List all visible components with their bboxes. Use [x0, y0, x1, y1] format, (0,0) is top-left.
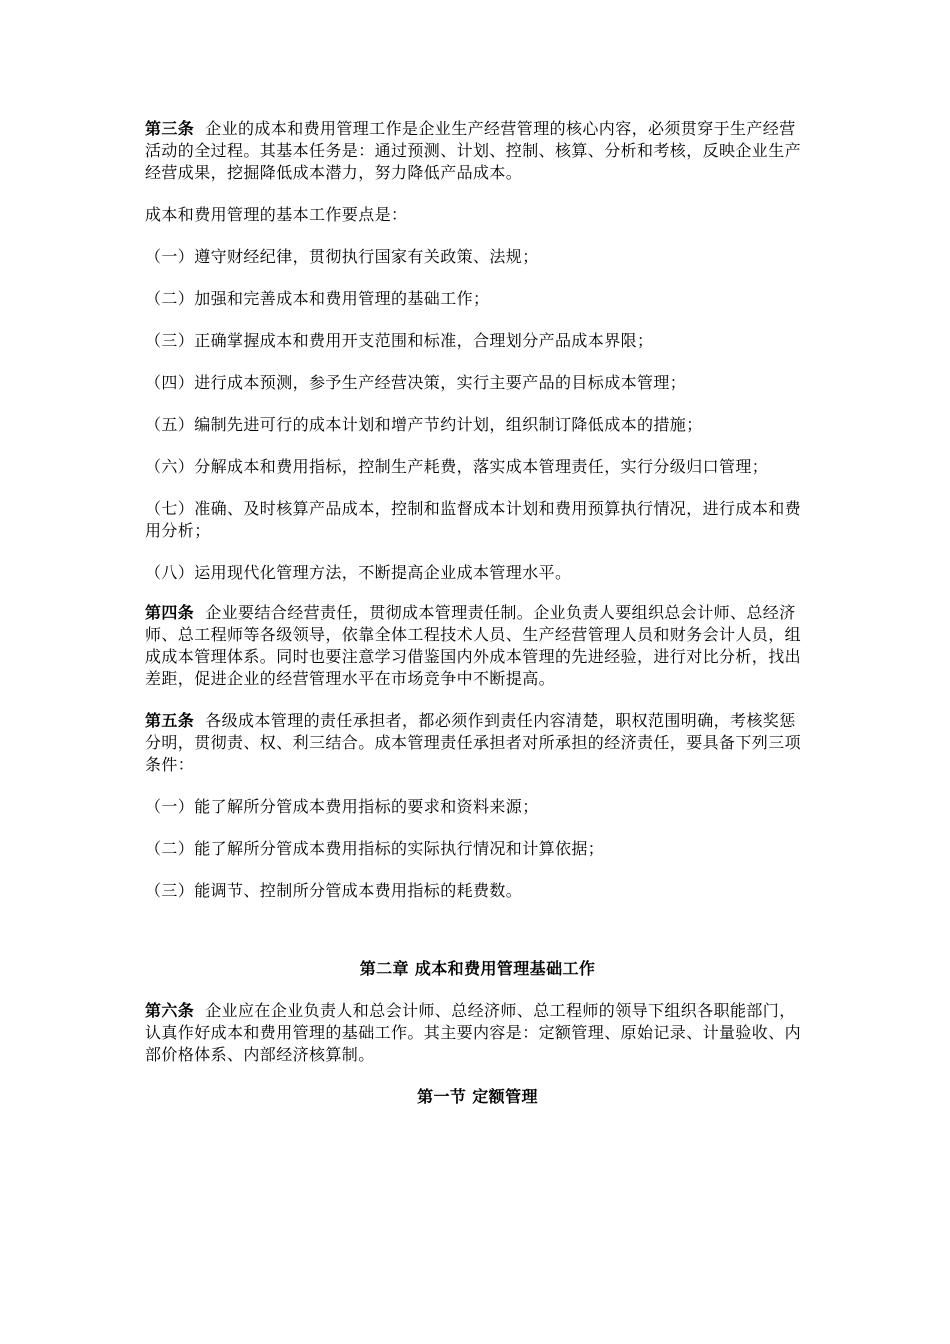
article-6 [145, 1000, 810, 1066]
point-item: （一）遵守财经纪律，贯彻执行国家有关政策、法规； [145, 247, 539, 266]
article-5 [145, 710, 810, 776]
chapter-title: 第二章 成本和费用管理基础工作 [359, 959, 596, 978]
article-5-label: 第五条 [145, 711, 195, 730]
document-body [145, 118, 810, 1128]
points-intro: 成本和费用管理的基本工作要点是： [145, 205, 408, 224]
article-4-text: 企业要结合经营责任，贯彻成本管理责任制。企业负责人要组织总会计师、总经济师、总工程师等各级领导，依靠全体工程技术人员、生产经营管理人员和财务会计人员，组成成本管理体系。同时也要注意学习借鉴国内外成本管理的先进经验，进行对比分析，找出差距，促进企业的经营管理水平在市场竞争中不断提高。 [145, 603, 802, 688]
article-4-label: 第四条 [145, 603, 195, 622]
article-3 [145, 118, 810, 184]
condition-item: （二）能了解所分管成本费用指标的实际执行情况和计算依据； [145, 839, 605, 858]
point-item: （三）正确掌握成本和费用开支范围和标准，合理划分产品成本界限； [145, 331, 654, 350]
article-3-text: 企业的成本和费用管理工作是企业生产经营管理的核心内容，必须贯穿于生产经营活动的全过程。其基本任务是：通过预测、计划、控制、核算、分析和考核，反映企业生产经营成果，挖掘降低成本潜力，努力降低产品成本。 [145, 119, 802, 182]
point-item: （六）分解成本和费用指标，控制生产耗费，落实成本管理责任，实行分级归口管理； [145, 457, 769, 476]
article-3-label: 第三条 [145, 119, 195, 138]
point-item: （七）准确、及时核算产品成本，控制和监督成本计划和费用预算执行情况，进行成本和费用分析； [145, 499, 802, 540]
point-item: （二）加强和完善成本和费用管理的基础工作； [145, 289, 490, 308]
point-item: （五）编制先进可行的成本计划和增产节约计划，组织制订降低成本的措施； [145, 415, 703, 434]
article-6-label: 第六条 [145, 1001, 195, 1020]
condition-item: （一）能了解所分管成本费用指标的要求和资料来源； [145, 797, 539, 816]
article-4 [145, 602, 810, 690]
article-5-text: 各级成本管理的责任承担者，都必须作到责任内容清楚，职权范围明确，考核奖惩分明，贯彻责、权、利三结合。成本管理责任承担者对所承担的经济责任，要具备下列三项条件： [145, 711, 802, 774]
section-title: 第一节 定额管理 [417, 1087, 538, 1106]
point-item: （八）运用现代化管理方法，不断提高企业成本管理水平。 [145, 563, 572, 582]
article-6-text: 企业应在企业负责人和总会计师、总经济师、总工程师的领导下组织各职能部门，认真作好成本和费用管理的基础工作。其主要内容是：定额管理、原始记录、计量验收、内部价格体系、内部经济核算制。 [145, 1001, 802, 1064]
condition-item: （三）能调节、控制所分管成本费用指标的耗费数。 [145, 881, 523, 900]
point-item: （四）进行成本预测，参予生产经营决策，实行主要产品的目标成本管理； [145, 373, 687, 392]
